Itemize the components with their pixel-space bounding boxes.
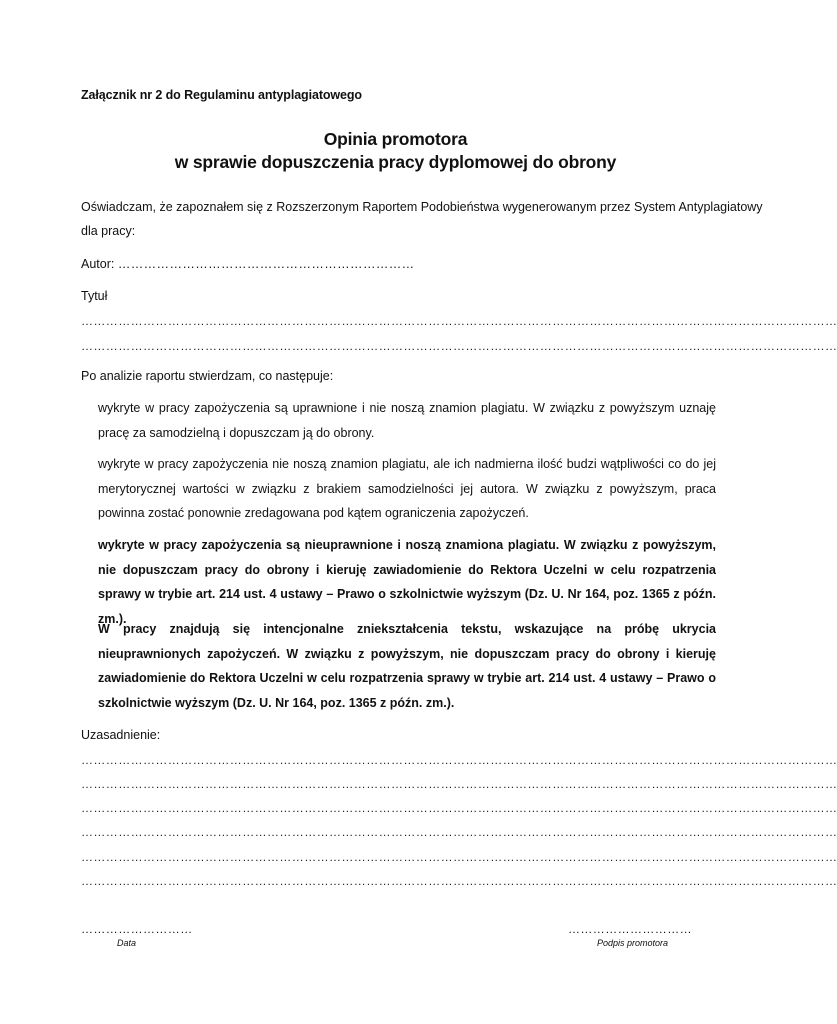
justification-dots-line: …………………………………………………………………………………………………………………………………………………………………: [81, 753, 837, 767]
intro-line-1: Oświadczam, że zapoznałem się z Rozszerzonym Raportem Podobieństwa wygenerowanym przez System Antyplagiatowy: [81, 200, 763, 214]
justification-dots-line: …………………………………………………………………………………………………………………………………………………………………: [81, 825, 837, 839]
title-label: Tytuł: [81, 289, 108, 303]
attachment-note: Załącznik nr 2 do Regulaminu antyplagiatowego: [81, 88, 362, 102]
title-dots-line: …………………………………………………………………………………………………………………………………………………………………: [81, 314, 837, 328]
justification-dots-line: …………………………………………………………………………………………………………………………………………………………………: [81, 777, 837, 791]
document-subtitle: w sprawie dopuszczenia pracy dyplomowej do obrony: [174, 152, 617, 172]
option-paragraph: W pracy znajdują się intencjonalne zniekształcenia tekstu, wskazujące na próbę ukrycia nieuprawnionych zapożyczeń. W związku z powyższym, nie dopuszczam pracy do obrony i kieruję zawiadomienie do Rektora Uczelni w celu rozpatrzenia sprawy w trybie art. 214 ust. 4 ustawy – Prawo o szkolnictwie wyższym (Dz. U. Nr 164, poz. 1365 z późn. zm.).: [98, 622, 716, 710]
option-paragraph: wykryte w pracy zapożyczenia są nieuprawnione i noszą znamiona plagiatu. W związku z powyższym, nie dopuszczam pracy do obrony i kieruję zawiadomienie do Rektora Uczelni w celu rozpatrzenia sprawy w trybie art. 214 ust. 4 ustawy – Prawo o szkolnictwie wyższym (Dz. U. Nr 164, poz. 1365 z późn. zm.).: [98, 538, 716, 626]
author-label: Autor:: [81, 257, 115, 271]
intro-line-2: dla pracy:: [81, 224, 136, 238]
justification-dots-line: …………………………………………………………………………………………………………………………………………………………………: [81, 874, 837, 888]
author-dots: ……………………………………………………………: [117, 257, 415, 271]
justification-dots-line: …………………………………………………………………………………………………………………………………………………………………: [81, 850, 837, 864]
signature-dots: …………………………: [568, 922, 692, 936]
document-title: Opinia promotora: [323, 129, 468, 149]
option-paragraph: wykryte w pracy zapożyczenia nie noszą znamion plagiatu, ale ich nadmierna ilość budzi wątpliwości co do jej merytorycznej wartości w związku z brakiem samodzielności jej autora. W związku z powyższym, praca powinna zostać ponownie zredagowana pod kątem ograniczenia zapożyczeń.: [98, 457, 716, 520]
title-dots-line: …………………………………………………………………………………………………………………………………………………………………: [81, 339, 837, 353]
justification-label: Uzasadnienie:: [81, 728, 161, 742]
analysis-lead: Po analizie raportu stwierdzam, co następuje:: [81, 369, 334, 383]
justification-dots-line: …………………………………………………………………………………………………………………………………………………………………: [81, 801, 837, 815]
author-field: [81, 257, 415, 271]
date-dots: ………………………: [81, 922, 193, 936]
option-paragraph: wykryte w pracy zapożyczenia są uprawnione i nie noszą znamion plagiatu. W związku z powyższym uznaję pracę za samodzielną i dopuszczam ją do obrony.: [98, 401, 716, 440]
signature-label: Podpis promotora: [597, 938, 669, 948]
date-label: Data: [117, 938, 137, 948]
